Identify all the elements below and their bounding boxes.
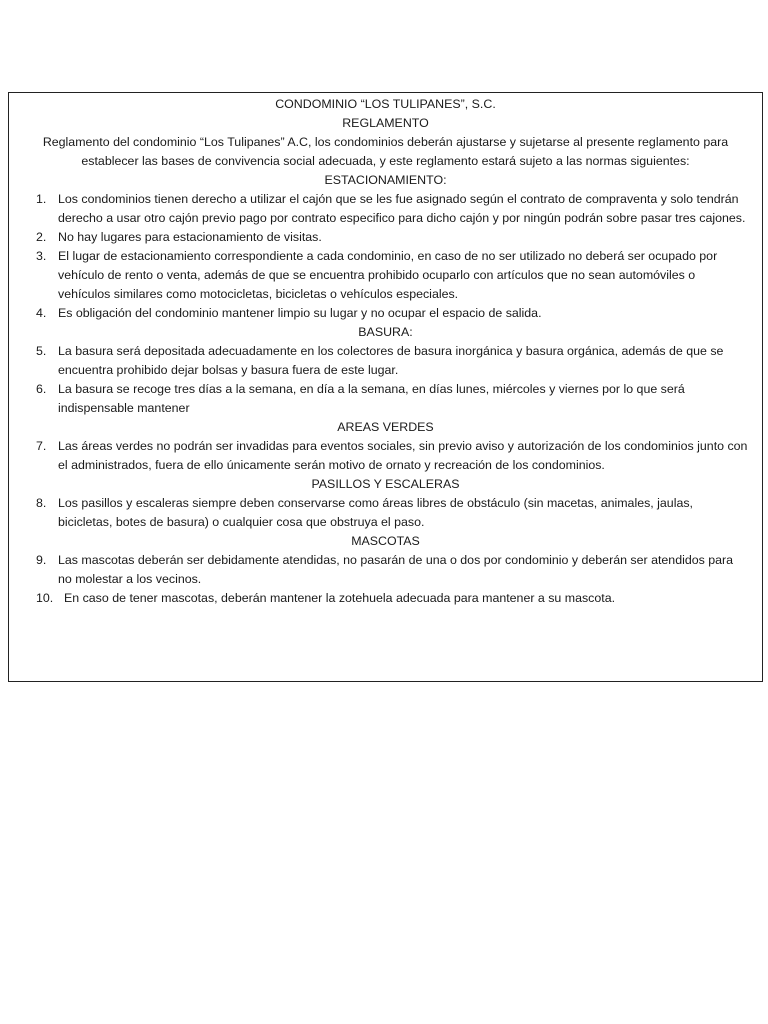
rule-number: 10.: [36, 591, 54, 605]
rule-number: 4.: [36, 306, 47, 320]
document-subtitle: REGLAMENTO: [342, 116, 429, 130]
rule-item: [17, 589, 754, 608]
rule-text: Las áreas verdes no podrán ser invadidas para eventos sociales, sin previo aviso y autorización de los condominios junto con el administrados, fuera de ello únicamente serán motivo de ornato y recreación de los condominios.: [58, 439, 748, 472]
rule-text: Los condominios tienen derecho a utilizar el cajón que se les fue asignado según el contrato de compraventa y solo tendrán derecho a usar otro cajón previo pago por contrato especifico para dicho cajón y por ningún podrán sobre pasar tres cajones.: [58, 192, 746, 225]
rule-number: 2.: [36, 230, 47, 244]
rule-item: [17, 437, 754, 475]
section-heading-estacionamiento: ESTACIONAMIENTO:: [324, 173, 447, 187]
rule-text: La basura será depositada adecuadamente en los colectores de basura inorgánica y basura orgánica, además de que se encuentra prohibido dejar bolsas y basura fuera de este lugar.: [58, 344, 724, 377]
document-title: CONDOMINIO “LOS TULIPANES”, S.C.: [275, 97, 496, 111]
rule-number: 6.: [36, 382, 47, 396]
regulation-document: [8, 92, 763, 682]
rule-item: [17, 551, 754, 589]
rule-item: [17, 494, 754, 532]
intro-paragraph: Reglamento del condominio “Los Tulipanes” A.C, los condominios deberán ajustarse y sujetarse al presente reglamento para establecer las bases de convivencia social adecuada, y este reglamento estará sujeto a las normas siguientes:: [42, 135, 729, 168]
section-heading-pasillos: PASILLOS Y ESCALERAS: [311, 477, 460, 491]
rule-text: No hay lugares para estacionamiento de visitas.: [58, 230, 322, 244]
section-heading-areas-verdes: AREAS VERDES: [337, 420, 434, 434]
rule-text: En caso de tener mascotas, deberán mantener la zotehuela adecuada para mantener a su mascota.: [64, 591, 616, 605]
rule-number: 8.: [36, 496, 47, 510]
section-heading-basura: BASURA:: [358, 325, 413, 339]
rule-item: [17, 228, 754, 247]
rule-text: El lugar de estacionamiento correspondiente a cada condominio, en caso de no ser utilizado no deberá ser ocupado por vehículo de rento o venta, además de que se encuentra prohibido ocuparlo con artículos que no sean automóviles o vehículos similares como motocicletas, bicicletas o vehículos especiales.: [58, 249, 718, 301]
rule-item: [17, 380, 754, 418]
rule-number: 5.: [36, 344, 47, 358]
rule-item: [17, 342, 754, 380]
rule-number: 1.: [36, 192, 47, 206]
rule-item: [17, 304, 754, 323]
rule-number: 9.: [36, 553, 47, 567]
rule-text: Los pasillos y escaleras siempre deben conservarse como áreas libres de obstáculo (sin macetas, animales, jaulas, bicicletas, botes de basura) o cualquier cosa que obstruya el paso.: [58, 496, 693, 529]
rule-item: [17, 247, 754, 304]
rule-text: Las mascotas deberán ser debidamente atendidas, no pasarán de una o dos por condominio y deberán ser atendidos para no molestar a los vecinos.: [58, 553, 734, 586]
rule-number: 7.: [36, 439, 47, 453]
rule-text: La basura se recoge tres días a la semana, en día a la semana, en días lunes, miércoles y viernes por lo que será indispensable mantener: [58, 382, 685, 415]
section-heading-mascotas: MASCOTAS: [351, 534, 420, 548]
rule-item: [17, 190, 754, 228]
rule-text: Es obligación del condominio mantener limpio su lugar y no ocupar el espacio de salida.: [58, 306, 542, 320]
rule-number: 3.: [36, 249, 47, 263]
